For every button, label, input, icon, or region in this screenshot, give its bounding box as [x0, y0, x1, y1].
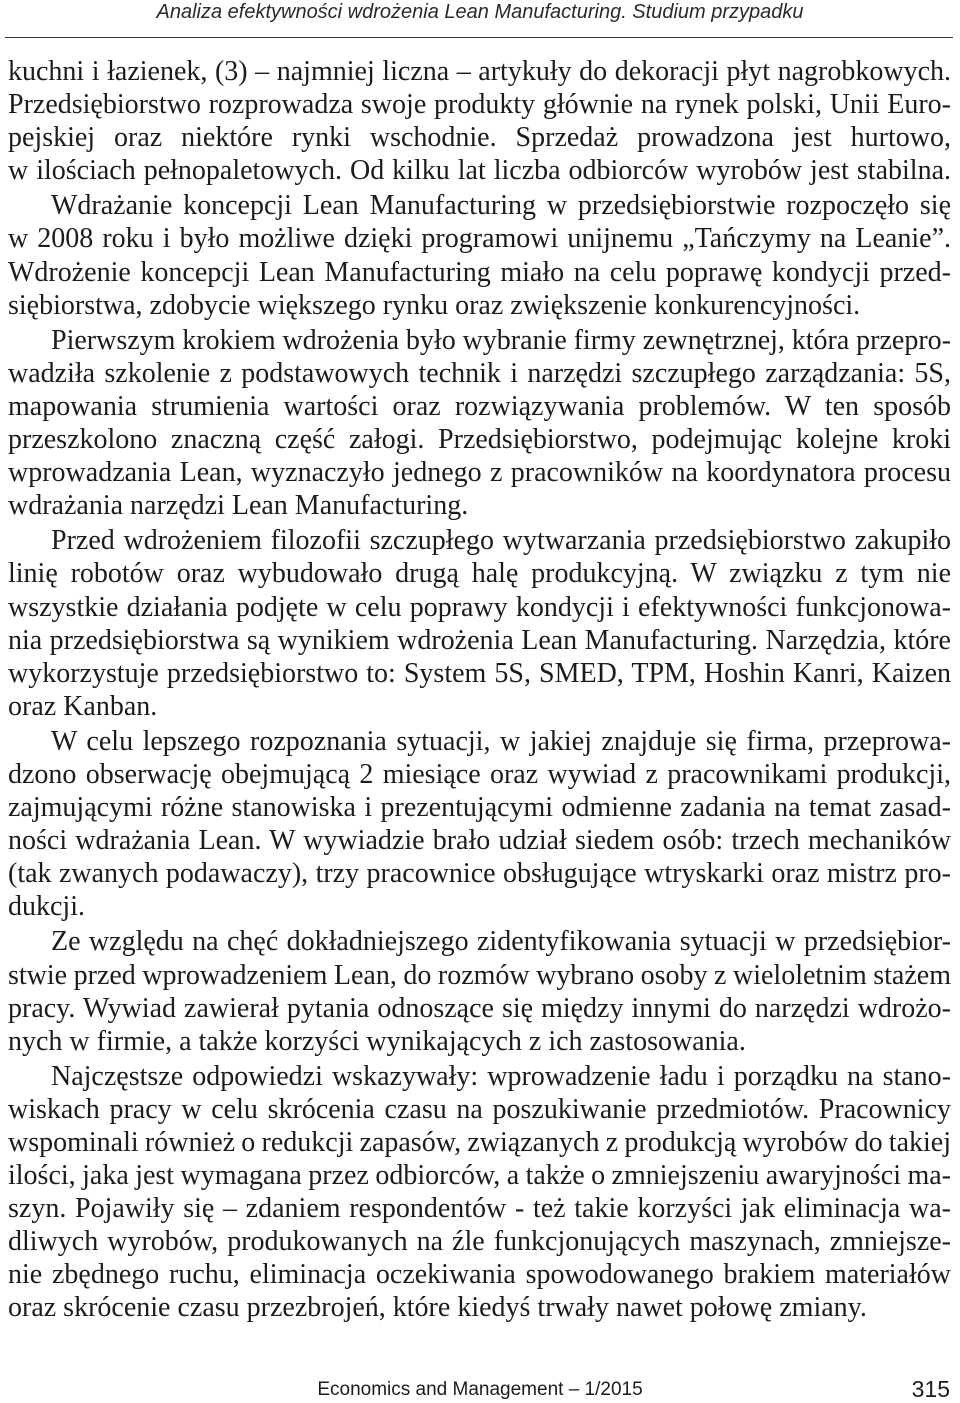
text-line: przeszkolono znaczną część załogi. Przedsiębiorstwo, podejmując kolejne kroki [8, 424, 951, 456]
text-line: dukcji. [8, 891, 85, 923]
text-line: zajmującymi różne stanowiska i prezentującymi odmienne zadania na temat zasad- [8, 792, 951, 824]
text-line: Pierwszym krokiem wdrożenia było wybranie firmy zewnętrznej, która przepro- [51, 324, 951, 356]
text-line: dzono obserwację obejmującą 2 miesiące oraz wywiad z pracownikami produkcji, [8, 758, 951, 790]
text-line: nych w firmie, a także korzyści wynikających z ich zastosowania. [8, 1025, 746, 1057]
paragraph [8, 725, 951, 924]
paragraph [8, 524, 951, 723]
text-line: ilości, jaka jest wymagana przez odbiorców, a także o zmniejszeniu awaryjności ma- [8, 1160, 951, 1192]
text-line: siębiorstwa, zdobycie większego rynku oraz zwiększenie konkurencyjności. [8, 289, 861, 321]
text-line: wadziła szkolenie z podstawowych technik i narzędzi szczupłego zarządzania: 5S, [8, 357, 951, 389]
text-line: stwie przed wprowadzeniem Lean, do rozmów wybrano osoby z wieloletnim stażem [8, 959, 951, 991]
text-line: oraz skrócenie czasu przezbrojeń, które kiedyś trwały nawet połowę zmiany. [8, 1292, 867, 1324]
text-line: nia przedsiębiorstwa są wynikiem wdrożenia Lean Manufacturing. Narzędzia, które [8, 624, 951, 656]
text-line: Przedsiębiorstwo rozprowadza swoje produkty głównie na rynek polski, Unii Euro- [8, 89, 951, 121]
text-line: wykorzystuje przedsiębiorstwo to: System 5S, SMED, TPM, Hoshin Kanri, Kaizen [8, 657, 951, 689]
header-rule [5, 37, 953, 38]
text-line: wiskach pracy w celu skrócenia czasu na poszukiwanie przedmiotów. Pracownicy [8, 1093, 951, 1125]
article-body [8, 55, 951, 1325]
text-line: pracy. Wywiad zawierał pytania odnoszące się między innymi do narzędzi wdrożo- [8, 992, 951, 1024]
text-line: (tak zwanych podawaczy), trzy pracownice obsługujące wtryskarki oraz mistrz pro- [8, 858, 951, 890]
text-line: wdrażania narzędzi Lean Manufacturing. [8, 490, 469, 522]
text-line: Wdrożenie koncepcji Lean Manufacturing miało na celu poprawę kondycji przed- [8, 256, 951, 288]
text-line: wspominali również o redukcji zapasów, związanych z produkcją wyrobów do takiej [8, 1127, 951, 1158]
text-line: wprowadzania Lean, wyznaczyło jednego z pracowników na koordynatora procesu [8, 457, 951, 489]
paragraph [8, 925, 951, 1057]
running-title: Analiza efektywności wdrożenia Lean Manufacturing. Studium przypadku [156, 1, 804, 23]
text-line: ności wdrażania Lean. W wywiadzie brało udział siedem osób: trzech mechaników [8, 825, 951, 857]
text-line: szyn. Pojawiły się – zdaniem respondentów - też takie korzyści jak eliminacja wa- [8, 1193, 951, 1225]
paragraph [8, 1060, 951, 1325]
text-line: oraz Kanban. [8, 690, 158, 722]
page-number: 315 [911, 1376, 950, 1402]
paragraph [8, 55, 951, 187]
text-line: wszystkie działania podjęte w celu poprawy kondycji i efektywności funkcjonowa- [8, 591, 951, 623]
text-line: mapowania strumienia wartości oraz rozwiązywania problemów. W ten sposób [8, 390, 951, 422]
text-line: linię robotów oraz wybudowało drugą halę produkcyjną. W związku z tym nie [8, 558, 951, 590]
text-line: Przed wdrożeniem filozofii szczupłego wytwarzania przedsiębiorstwo zakupiło [51, 525, 951, 557]
text-line: dliwych wyrobów, produkowanych na źle funkcjonujących maszynach, zmniejsze- [8, 1226, 951, 1258]
text-line: Ze względu na chęć dokładniejszego zidentyfikowania sytuacji w przedsiębior- [51, 926, 951, 958]
text-line: pejskiej oraz niektóre rynki wschodnie. Sprzedaż prowadzona jest hurtowo, [8, 122, 951, 154]
paragraph [8, 324, 951, 523]
text-line: w 2008 roku i było możliwe dzięki programowi unijnemu „Tańczymy na Leanie”. [8, 223, 951, 255]
text-line: kuchni i łazienek, (3) – najmniej liczna – artykuły do dekoracji płyt nagrobkowych. [8, 56, 951, 87]
text-line: w ilościach pełnopaletowych. Od kilku lat liczba odbiorców wyrobów jest stabilna. [8, 155, 951, 187]
text-line: Wdrażanie koncepcji Lean Manufacturing w przedsiębiorstwie rozpoczęło się [51, 190, 951, 222]
text-line: Najczęstsze odpowiedzi wskazywały: wprowadzenie ładu i porządku na stano- [51, 1060, 951, 1092]
journal-issue: Economics and Management – 1/2015 [317, 1379, 643, 1400]
paragraph [8, 189, 951, 321]
text-line: nie zbędnego ruchu, eliminacja oczekiwania spowodowanego brakiem materiałów [8, 1259, 951, 1291]
text-line: W celu lepszego rozpoznania sytuacji, w jakiej znajduje się firma, przeprowa- [51, 725, 951, 757]
